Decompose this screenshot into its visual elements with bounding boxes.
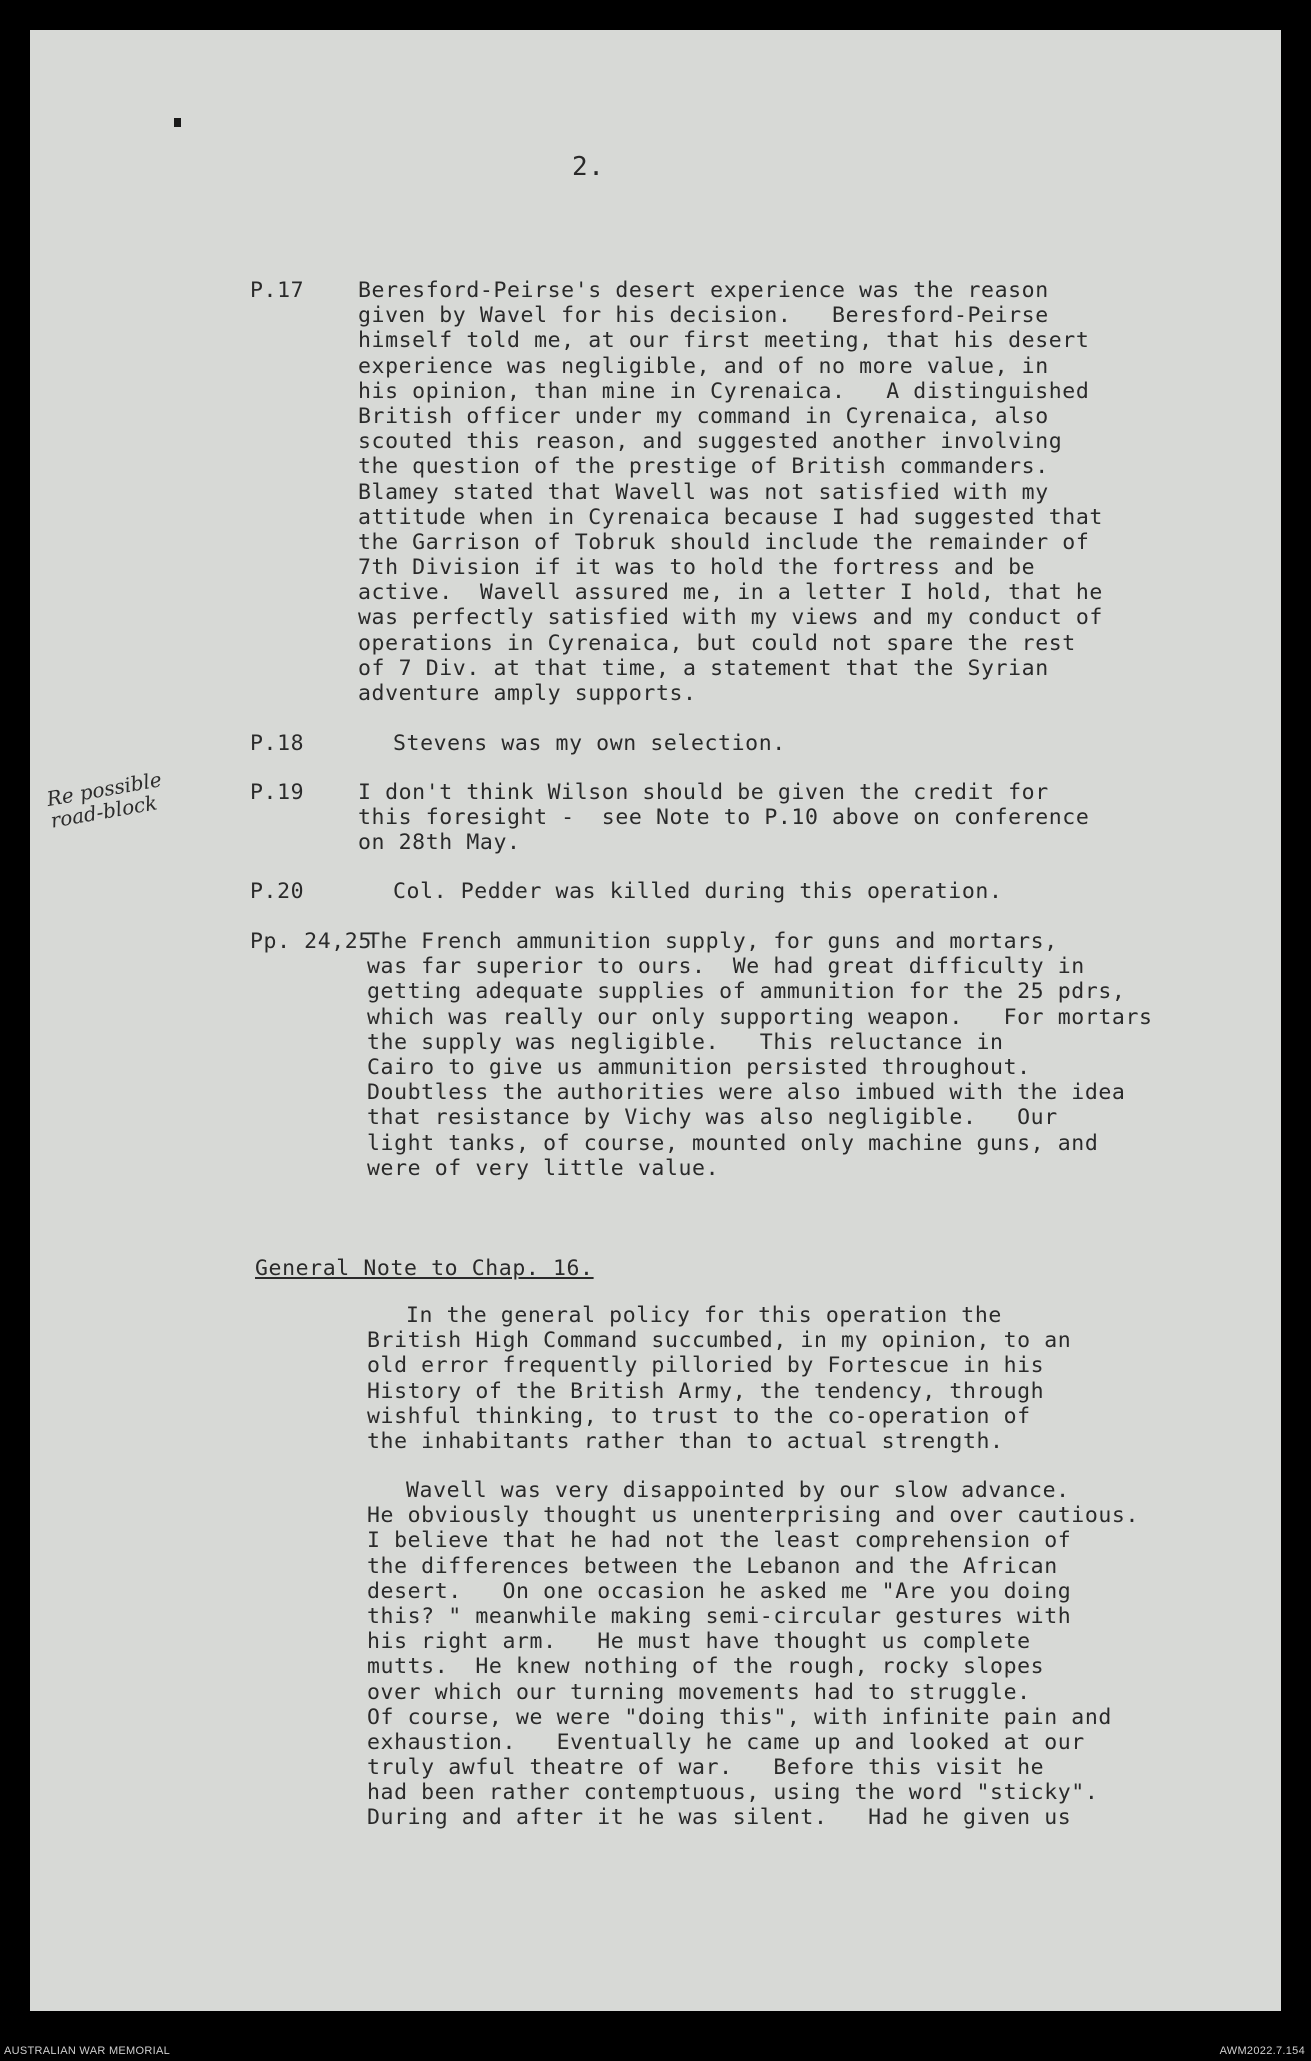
text-line: During and after it he was silent. Had he given us (367, 1805, 1072, 1831)
entry-label-p17: P.17 (250, 278, 305, 303)
entry-label-p20: P.20 (250, 879, 305, 904)
text-line: Col. Pedder was killed during this operation. (393, 879, 1003, 904)
entry-label-p18: P.18 (250, 731, 305, 756)
general-note-paragraph-1 (367, 1303, 1071, 1454)
entry-label-p24-25: Pp. 24,25 (250, 929, 372, 954)
text-line: Cairo to give us ammunition persisted throughout. (367, 1054, 1031, 1080)
text-line: had been rather contemptuous, using the word "sticky". (367, 1780, 1099, 1806)
entry-body-p19 (358, 780, 1089, 856)
text-line: exhaustion. Eventually he came up and looked at our (367, 1729, 1085, 1755)
general-note-paragraph-2 (367, 1478, 1139, 1831)
text-line: In the general policy for this operation the (406, 1303, 1002, 1328)
text-line: History of the British Army, the tendency, through (367, 1378, 1045, 1404)
text-line: mutts. He knew nothing of the rough, rocky slopes (367, 1654, 1045, 1680)
text-line: wishful thinking, to trust to the co-operation of (367, 1403, 1031, 1429)
text-line: were of very little value. (367, 1155, 720, 1181)
text-line: his opinion, than mine in Cyrenaica. A distinguished (358, 378, 1090, 404)
text-line: active. Wavell assured me, in a letter I hold, that he (358, 580, 1103, 606)
text-line: Stevens was my own selection. (393, 731, 786, 756)
entry-body-p20 (393, 879, 1002, 904)
text-line: himself told me, at our first meeting, that his desert (358, 328, 1090, 354)
page-number: 2. (572, 152, 605, 182)
text-line: desert. On one occasion he asked me "Are you doing (367, 1578, 1072, 1604)
text-line: of 7 Div. at that time, a statement that the Syrian (358, 655, 1049, 681)
entry-label-p19: P.19 (250, 780, 305, 805)
text-line: given by Wavel for his decision. Beresford-Peirse (358, 303, 1049, 329)
text-line: the differences between the Lebanon and the African (367, 1553, 1058, 1579)
text-line: Doubtless the authorities were also imbued with the idea (367, 1080, 1126, 1106)
text-line: experience was negligible, and of no more value, in (358, 353, 1049, 379)
entry-body-p18 (393, 731, 786, 756)
text-line: Blamey stated that Wavell was not satisfied with my (358, 479, 1049, 505)
text-line: over which our turning movements had to struggle. (367, 1679, 1031, 1705)
text-line: British High Command succumbed, in my opinion, to an (367, 1328, 1072, 1354)
text-line: Wavell was very disappointed by our slow advance. (406, 1478, 1070, 1503)
text-line: Of course, we were "doing this", with infinite pain and (367, 1704, 1112, 1730)
text-line: the inhabitants rather than to actual strength. (367, 1428, 1004, 1454)
text-line: He obviously thought us unenterprising and over cautious. (367, 1503, 1140, 1529)
text-line: this? " meanwhile making semi-circular gestures with (367, 1603, 1072, 1629)
text-line: British officer under my command in Cyrenaica, also (358, 403, 1049, 429)
text-line: old error frequently pilloried by Fortescue in his (367, 1353, 1045, 1379)
text-line: I don't think Wilson should be given the credit for (358, 780, 1049, 805)
entry-body-p24-25 (367, 929, 1153, 1181)
text-line: his right arm. He must have thought us complete (367, 1629, 1031, 1655)
handwritten-margin-note: Re possible road-block (44, 767, 164, 833)
text-line: 7th Division if it was to hold the fortress and be (358, 555, 1036, 581)
text-line: light tanks, of course, mounted only machine guns, and (367, 1130, 1099, 1156)
text-line: was perfectly satisfied with my views and my conduct of (358, 605, 1103, 631)
text-line: getting adequate supplies of ammunition for the 25 pdrs, (367, 979, 1126, 1005)
text-line: scouted this reason, and suggested another involving (358, 429, 1063, 455)
text-line: attitude when in Cyrenaica because I had suggested that (358, 504, 1103, 530)
text-line: The French ammunition supply, for guns and mortars, (367, 929, 1058, 954)
text-line: was far superior to ours. We had great difficulty in (367, 954, 1085, 980)
text-line: this foresight - see Note to P.10 above on conference (358, 805, 1090, 831)
text-line: the question of the prestige of British commanders. (358, 454, 1049, 480)
text-line: that resistance by Vichy was also negligible. Our (367, 1105, 1058, 1131)
general-note-heading: General Note to Chap. 16. (255, 1256, 594, 1281)
entry-body-p17 (358, 278, 1103, 706)
punch-hole-mark (174, 118, 181, 127)
footer-institution: AUSTRALIAN WAR MEMORIAL (4, 2045, 171, 2057)
text-line: the Garrison of Tobruk should include the remainder of (358, 529, 1090, 555)
text-line: operations in Cyrenaica, but could not spare the rest (358, 630, 1076, 656)
text-line: which was really our only supporting weapon. For mortars (367, 1004, 1153, 1030)
text-line: truly awful theatre of war. Before this visit he (367, 1755, 1045, 1781)
text-line: on 28th May. (358, 830, 521, 856)
text-line: Beresford-Peirse's desert experience was the reason (358, 278, 1049, 303)
text-line: I believe that he had not the least comprehension of (367, 1528, 1072, 1554)
text-line: adventure amply supports. (358, 681, 697, 706)
text-line: the supply was negligible. This reluctance in (367, 1029, 1004, 1055)
footer-accession-number: AWM2022.7.154 (1219, 2045, 1305, 2057)
